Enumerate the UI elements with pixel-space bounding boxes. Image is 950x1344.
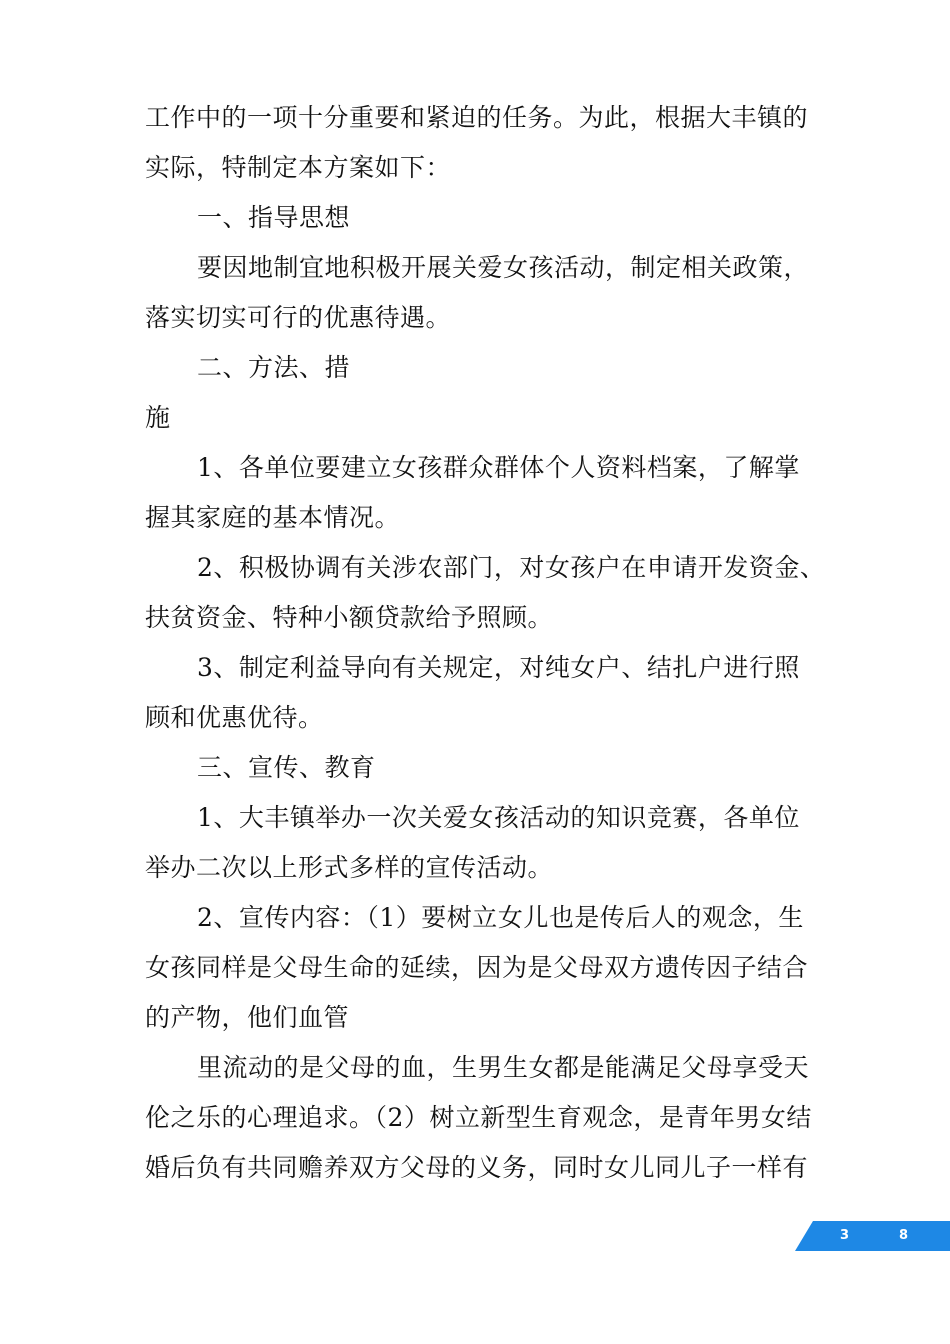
text-line: 3、制定利益导向有关规定，对纯女户、结扎户进行照 <box>197 653 800 682</box>
section-heading: 一、指导思想 <box>197 203 351 232</box>
text-line: 2、宣传内容：（1）要树立女儿也是传后人的观念，生 <box>197 903 804 932</box>
text-line: 1、各单位要建立女孩群众群体个人资料档案，了解掌 <box>197 453 800 482</box>
text-line: 婚后负有共同赡养双方父母的义务，同时女儿同儿子一样有 <box>145 1153 809 1182</box>
text-line: 施 <box>145 403 171 432</box>
text-line: 2、积极协调有关涉农部门，对女孩户在申请开发资金、 <box>197 553 826 582</box>
text-line: 扶贫资金、特种小额贷款给予照顾。 <box>145 603 554 632</box>
text-line: 落实切实可行的优惠待遇。 <box>145 303 452 332</box>
text-line: 举办二次以上形式多样的宣传活动。 <box>145 853 554 882</box>
text-line: 实际，特制定本方案如下： <box>145 153 452 182</box>
text-line: 1、大丰镇举办一次关爱女孩活动的知识竞赛，各单位 <box>197 803 800 832</box>
text-line: 要因地制宜地积极开展关爱女孩活动，制定相关政策， <box>197 253 810 282</box>
section-heading: 三、宣传、教育 <box>197 753 376 782</box>
text-line: 的产物，他们血管 <box>145 1003 350 1032</box>
text-line: 里流动的是父母的血，生男生女都是能满足父母享受天 <box>197 1053 810 1082</box>
text-line: 握其家庭的基本情况。 <box>145 503 401 532</box>
text-line: 工作中的一项十分重要和紧迫的任务。为此，根据大丰镇的 <box>145 103 809 132</box>
text-line: 女孩同样是父母生命的延续，因为是父母双方遗传因子结合 <box>145 953 809 982</box>
page-number-badge <box>795 1221 950 1251</box>
page-badge-shape <box>795 1221 950 1251</box>
section-heading: 二、方法、措 <box>197 353 351 382</box>
text-line: 顾和优惠优待。 <box>145 703 324 732</box>
total-page-number: 8 <box>899 1228 909 1243</box>
text-line: 伦之乐的心理追求。（2）树立新型生育观念，是青年男女结 <box>145 1103 812 1132</box>
current-page-number: 3 <box>840 1228 850 1243</box>
